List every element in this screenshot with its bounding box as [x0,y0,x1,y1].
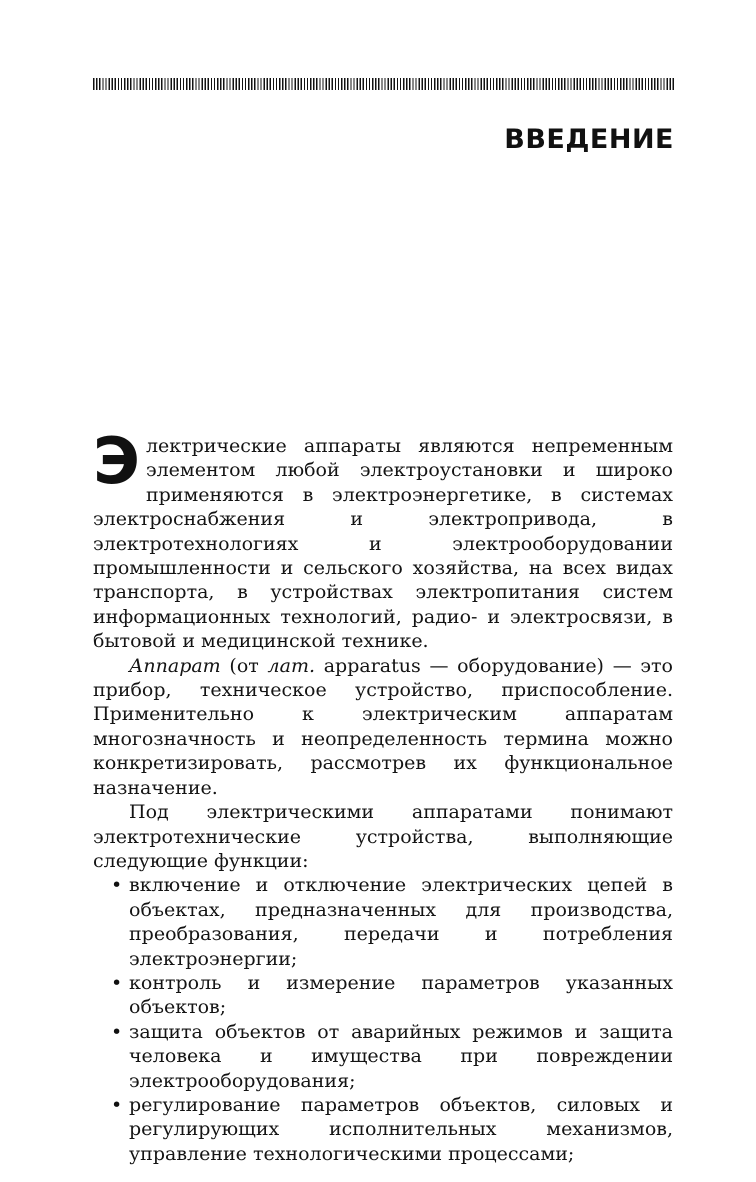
list-item-text: включение и отключение электрических цепей в объектах, предназначенных для производства, преобразования, передачи и потребления электроэнергии; [129,874,673,970]
chapter-title: ВВЕДЕНИЕ [504,124,674,155]
term-apparatus: Аппарат [129,654,221,677]
bullet-icon: • [111,971,123,994]
abbr-latin: лат. [267,654,315,677]
paragraph-intro-text: лектрические аппараты являются непременным элементом любой электроустановки и широко применяются в электроэнергетике, в системах электроснабжения и электропривода, в электротехнологиях и электрооборудовании промышленности и сельского хозяйства, на всех видах транспорта, в устройствах электропитания систем информационных технологий, радио- и электросвязи, в бытовой и медицинской технике. [93,435,673,653]
bullet-icon: • [111,1020,123,1043]
list-item [93,1093,673,1166]
paragraph-intro [93,425,673,654]
list-item-text: контроль и измерение параметров указанных объектов; [129,971,673,1019]
bullet-icon: • [111,874,123,897]
functions-list [93,873,673,1166]
definition-rest: apparatus — оборудование) — это прибор, техническое устройство, приспособление. Применительно к электрическим аппаратам многозначность и неопределенность термина можно конкретизировать, рассмотрев их функциональное назначение. [93,654,673,799]
drop-cap: Э [93,425,140,499]
paragraph-definition [93,654,673,800]
list-item [93,971,673,1020]
paragraph-functions-intro: Под электрическими аппаратами понимают электротехнические устройства, выполняющие следующие функции: [93,801,673,872]
definition-lead: (от [220,654,268,677]
bullet-icon: • [111,1093,123,1116]
header-rule [93,78,676,90]
body-text [93,425,673,1166]
list-item [93,1020,673,1093]
list-item-text: защита объектов от аварийных режимов и защита человека и имущества при повреждении электрооборудования; [129,1020,673,1092]
list-item [93,873,673,971]
list-item-text: регулирование параметров объектов, силовых и регулирующих исполнительных механизмов, управление технологическими процессами; [129,1093,673,1165]
